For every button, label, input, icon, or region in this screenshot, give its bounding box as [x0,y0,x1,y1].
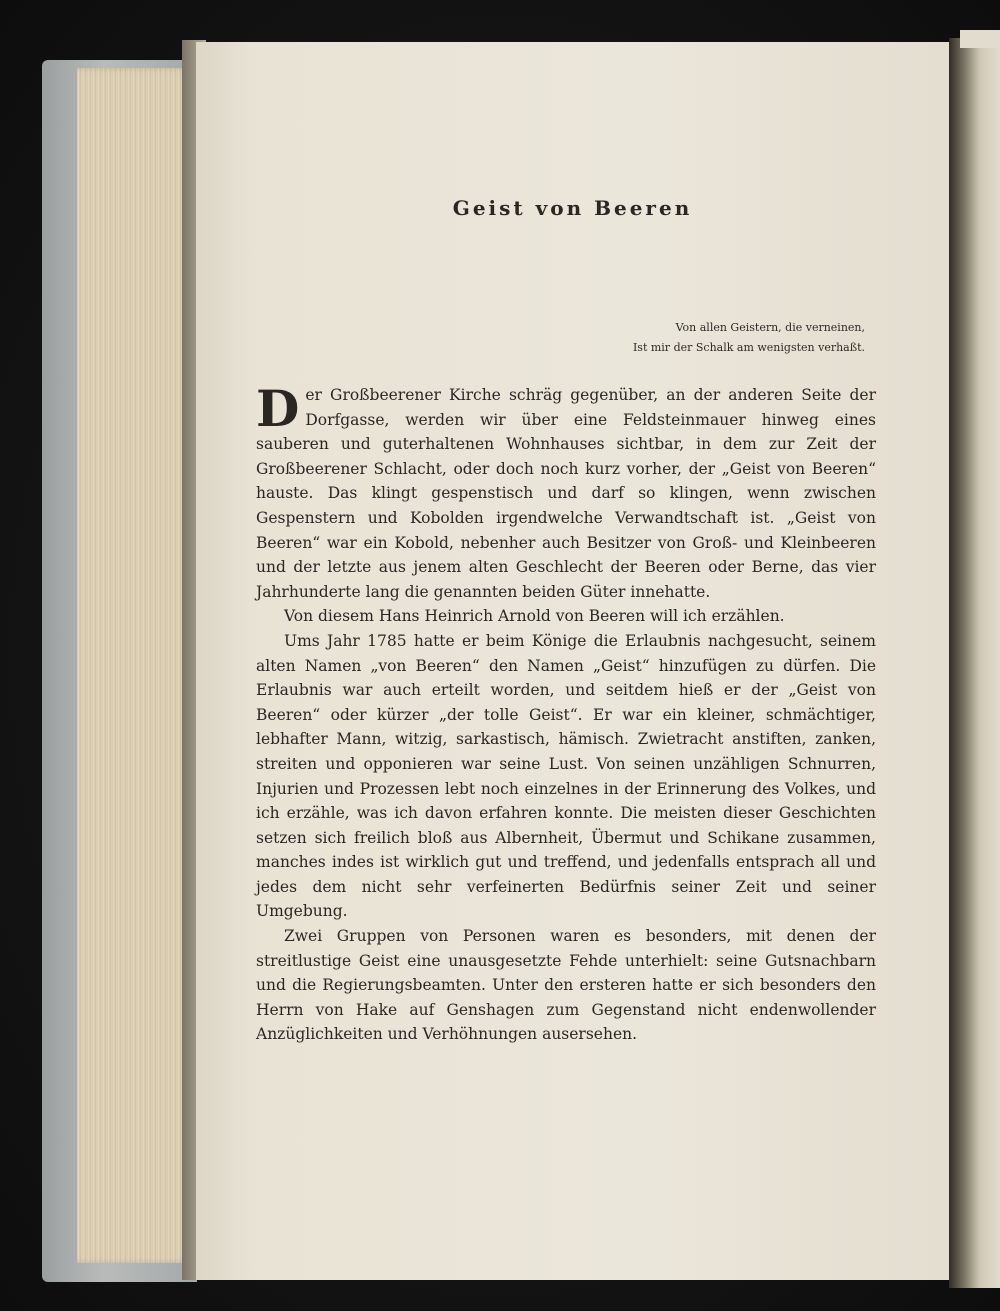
epigraph-line-1: Von allen Geistern, die verneinen, [675,321,865,334]
paragraph-1-text: er Großbeerener Kirche schräg gegenüber, an der anderen Seite der Dorfgasse, werden wir über eine Feldsteinmauer hinweg eines sauberen und guterhaltenen Wohnhauses sichtbar, in dem zur Zeit der Großbeerener Schlacht, oder doch noch kurz vorher, der „Geist von Beeren“ hauste. Das klingt gespenstisch und darf so klingen, wenn zwischen Gespenstern und Kobolden irgendwelche Verwandtschaft ist. „Geist von Beeren“ war ein Kobold, nebenher auch Besitzer von Groß- und Kleinbeeren und der letzte aus jenem alten Geschlecht der Beeren oder Berne, das vier Jahrhunderte lang die genannten beiden Güter innehatte. [256,386,876,601]
paragraph-3: Ums Jahr 1785 hatte er beim Könige die Erlaubnis nachgesucht, seinem alten Namen „von Beeren“ den Namen „Geist“ hinzufügen zu dürfen. Die Erlaubnis war auch erteilt worden, und seitdem hieß er der „Geist von Beeren“ oder kürzer „der tolle Geist“. Er war ein kleiner, schmächtiger, lebhafter Mann, witzig, sarkastisch, hämisch. Zwietracht anstiften, zanken, streiten und opponieren war seine Lust. Von seinen unzähligen Schnurren, Injurien und Prozessen lebt noch einzelnes in der Erinnerung des Volkes, und ich erzähle, was ich davon erfahren konnte. Die meisten dieser Geschichten setzen sich freilich bloß aus Albernheit, Übermut und Schikane zusammen, manches indes ist wirklich gut und treffend, und jedenfalls entsprach all und jedes dem nicht sehr verfeinerten Bedürfnis seiner Zeit und seiner Umgebung. [256,631,876,921]
body-text [256,379,876,1047]
epigraph-line-2: Ist mir der Schalk am wenigsten verhaßt. [632,341,865,354]
chapter-title: Geist von Beeren [452,196,693,220]
drop-cap: D [256,379,300,438]
stacked-page-edges [77,68,189,1263]
epigraph [560,318,865,358]
facing-page-corner [960,30,1000,48]
paragraph-1 [256,379,876,604]
paragraph-2: Von diesem Hans Heinrich Arnold von Beeren will ich erzählen. [284,607,785,626]
facing-page-edge [949,38,1000,1288]
paragraph-4: Zwei Gruppen von Personen waren es besonders, mit denen der streitlustige Geist eine unausgesetzte Fehde unterhielt: seine Gutsnachbarn und die Regierungsbeamten. Unter den ersteren hatte er sich besonders den Herrn von Hake auf Genshagen zum Gegenstand nicht endenwollender Anzüglichkeiten und Verhöhnungen ausersehen. [256,927,876,1044]
